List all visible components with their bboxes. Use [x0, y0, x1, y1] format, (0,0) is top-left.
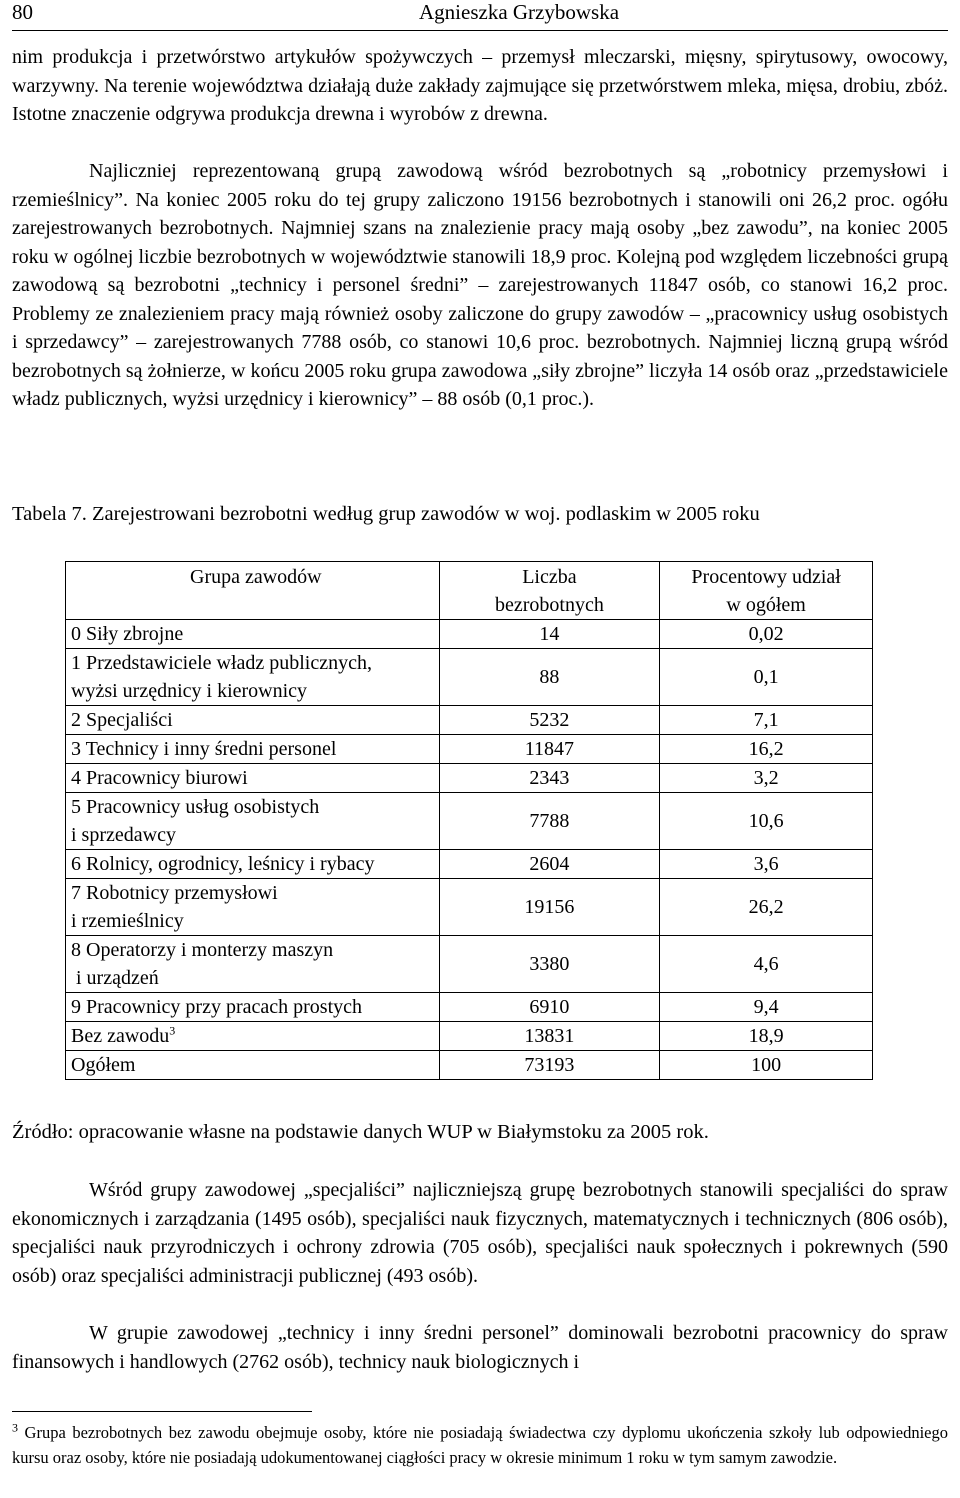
table-row — [66, 793, 873, 850]
row-group-name: 3 Technicy i inny średni personel — [66, 735, 440, 764]
row-count: 2343 — [439, 764, 660, 793]
row-share: 0,1 — [660, 649, 873, 706]
header-share: Procentowy udział w ogółem — [660, 562, 873, 620]
row-group-name: 5 Pracownicy usług osobistych i sprzedawcy — [66, 793, 440, 850]
row-share: 9,4 — [660, 993, 873, 1022]
row-count: 2604 — [439, 850, 660, 879]
table-row — [66, 1022, 873, 1051]
row-count: 3380 — [439, 936, 660, 993]
paragraph-specialists: Wśród grupy zawodowej „specjaliści” najliczniejszą grupę bezrobotnych stanowili specjaliści do spraw ekonomicznych i zarządzania (1495 osób), specjaliści nauk fizycznych, matematycznych i technicznych (806 osób), specjaliści nauk przyrodniczych i ochrony zdrowia (705 osób), specjaliści nauk społecznych i pokrewnych (590 osób) oraz specjaliści administracji publicznej (493 osób). — [12, 1179, 948, 1287]
row-share: 16,2 — [660, 735, 873, 764]
row-count: 6910 — [439, 993, 660, 1022]
footnote-marker: 3 — [12, 1420, 18, 1435]
row-count: 5232 — [439, 706, 660, 735]
footnote-separator — [12, 1411, 312, 1412]
table-row — [66, 620, 873, 649]
row-group-name: Ogółem — [66, 1051, 440, 1080]
row-count: 13831 — [439, 1022, 660, 1051]
row-group-name: 0 Siły zbrojne — [66, 620, 440, 649]
footnote-reference: 3 — [169, 1023, 176, 1038]
row-count: 88 — [439, 649, 660, 706]
row-share: 18,9 — [660, 1022, 873, 1051]
row-share: 3,2 — [660, 764, 873, 793]
row-group-name: 8 Operatorzy i monterzy maszyn i urządzeń — [66, 936, 440, 993]
row-share: 26,2 — [660, 879, 873, 936]
occupation-table — [65, 561, 873, 1080]
page-number: 80 — [12, 0, 33, 24]
table-row — [66, 706, 873, 735]
table-row — [66, 879, 873, 936]
table-total-row — [66, 1051, 873, 1080]
footnote-text: Grupa bezrobotnych bez zawodu obejmuje osoby, które nie posiadają świadectwa czy dyplomu ukończenia szkoły lub odpowiedniego kursu oraz osoby, które nie posiadają udokumentowanej ciągłości pracy w okresie minimum 1 roku w tym samym zawodzie. — [12, 1423, 948, 1467]
table-caption: Tabela 7. Zarejestrowani bezrobotni według grup zawodów w woj. podlaskim w 2005 roku — [12, 503, 760, 525]
running-head-author: Agnieszka Grzybowska — [419, 0, 620, 24]
row-group-name: 9 Pracownicy przy pracach prostych — [66, 993, 440, 1022]
table-row — [66, 850, 873, 879]
row-group-name: 7 Robotnicy przemysłowi i rzemieślnicy — [66, 879, 440, 936]
page-header — [12, 0, 948, 31]
row-share: 3,6 — [660, 850, 873, 879]
paragraph-food-industry: nim produkcja i przetwórstwo artykułów spożywczych – przemysł mleczarski, mięsny, spirytusowy, owocowy, warzywny. Na terenie województwa działają duże zakłady zajmujące się przetwórstwem mleka, mięsa, drobiu, zbóż. Istotne znaczenie odgrywa produkcja drewna i wyrobów z drewna. — [12, 46, 948, 125]
row-share: 7,1 — [660, 706, 873, 735]
table-source: Źródło: opracowanie własne na podstawie danych WUP w Białymstoku za 2005 rok. — [12, 1121, 709, 1143]
row-share: 4,6 — [660, 936, 873, 993]
footnote — [12, 1420, 948, 1470]
paragraph-technicians: W grupie zawodowej „technicy i inny średni personel” dominowali bezrobotni pracownicy do spraw finansowych i handlowych (2762 osób), technicy nauk biologicznych i — [12, 1322, 948, 1373]
table-header-row — [66, 562, 873, 620]
header-group: Grupa zawodów — [66, 562, 440, 620]
row-count: 7788 — [439, 793, 660, 850]
row-count: 19156 — [439, 879, 660, 936]
table-row — [66, 936, 873, 993]
row-group-name: 2 Specjaliści — [66, 706, 440, 735]
table-row — [66, 764, 873, 793]
row-group-name: 6 Rolnicy, ogrodnicy, leśnicy i rybacy — [66, 850, 440, 879]
table-row — [66, 649, 873, 706]
row-count: 11847 — [439, 735, 660, 764]
paragraph-unemployment-groups: Najliczniej reprezentowaną grupą zawodową wśród bezrobotnych są „robotnicy przemysłowi i rzemieślnicy”. Na koniec 2005 roku do tej grupy zaliczono 19156 bezrobotnych i stanowili oni 26,2 proc. ogółu zarejestrowanych bezrobotnych. Najmniej szans na znalezienie pracy mają osoby „bez zawodu”, na koniec 2005 roku w ogólnej liczbie bezrobotnych w województwie stanowili 18,9 proc. Kolejną pod względem liczebności grupą zawodową są bezrobotni „technicy i personel średni” – zarejestrowanych 11847 osób, co stanowi 16,2 proc. Problemy ze znalezieniem pracy mają również osoby zaliczone do grupy zawodów – „pracownicy usług osobistych i sprzedawcy” – zarejestrowanych 7788 osób, co stanowi 10,6 proc. bezrobotnych. Najmniej liczną grupą wśród bezrobotnych są żołnierze, w końcu 2005 roku grupa zawodowa „siły zbrojne” liczyła 14 osób oraz „przedstawiciele władz publicznych, wyżsi urzędnicy i kierownicy” – 88 osób (0,1 proc.). — [12, 160, 948, 410]
row-share: 100 — [660, 1051, 873, 1080]
row-count: 14 — [439, 620, 660, 649]
row-group-name: 4 Pracownicy biurowi — [66, 764, 440, 793]
row-group-name: Bez zawodu$^3$ — [66, 1022, 440, 1051]
row-group-name: 1 Przedstawiciele władz publicznych, wyżsi urzędnicy i kierownicy — [66, 649, 440, 706]
row-count: 73193 — [439, 1051, 660, 1080]
table-row — [66, 735, 873, 764]
table-row — [66, 993, 873, 1022]
header-count: Liczba bezrobotnych — [439, 562, 660, 620]
row-share: 10,6 — [660, 793, 873, 850]
row-share: 0,02 — [660, 620, 873, 649]
